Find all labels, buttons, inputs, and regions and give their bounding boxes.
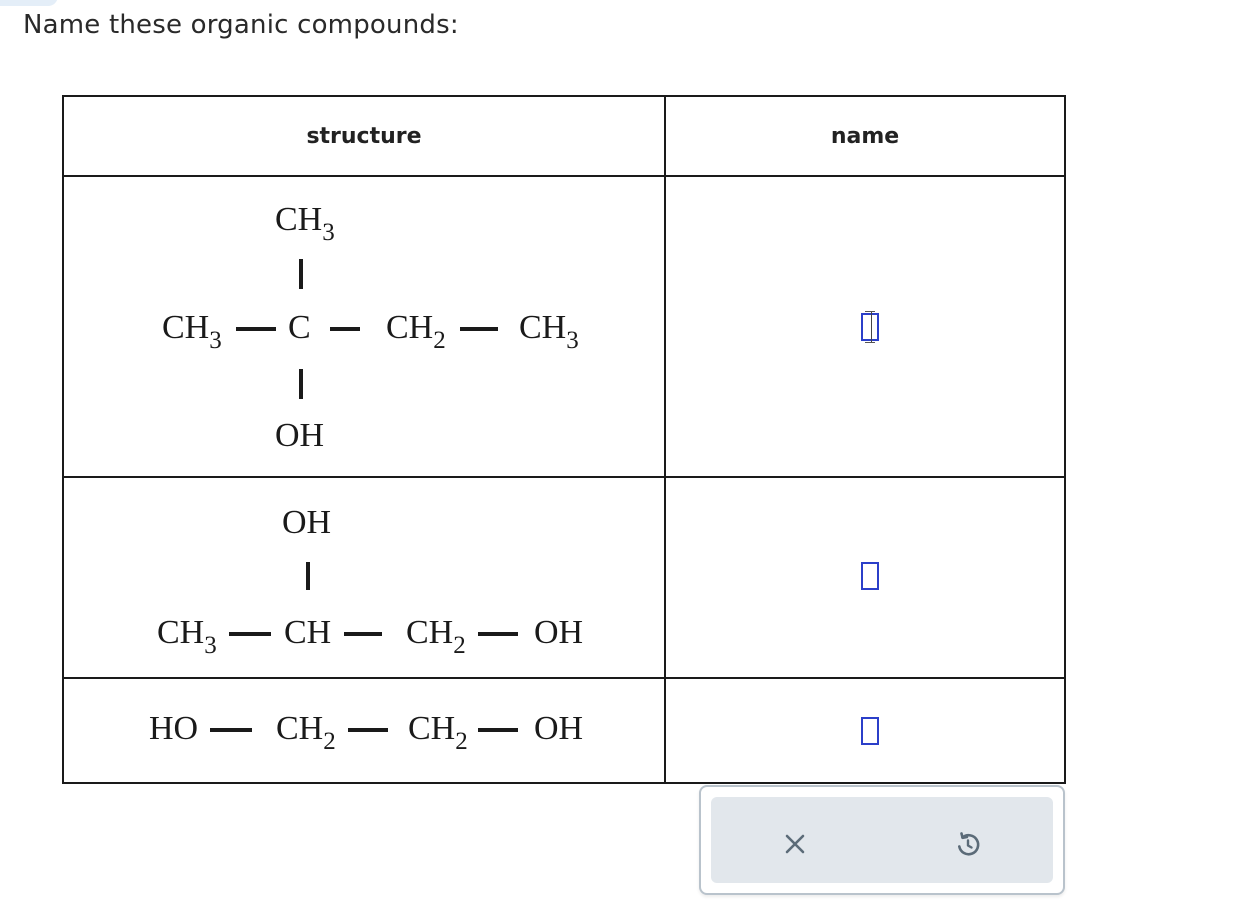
chain-group-3: $CH_2$	[386, 309, 446, 354]
top-bond	[299, 259, 303, 289]
chain-group-3: $CH_2$	[408, 710, 468, 755]
bond-1	[229, 632, 271, 636]
answer-input-3[interactable]	[861, 717, 879, 745]
bond-2	[348, 728, 388, 732]
question-prompt: Name these organic compounds:	[23, 10, 459, 40]
top-substituent: OH	[282, 504, 332, 541]
bond-1	[210, 728, 252, 732]
bond-1	[236, 327, 276, 331]
structure-cell-1	[63, 176, 665, 477]
toolbar-panel	[711, 797, 1053, 883]
top-substituent: $CH_3$	[275, 201, 335, 246]
structure-header: structure	[63, 96, 665, 176]
chain-group-4: OH	[534, 710, 584, 747]
name-header: name	[665, 96, 1065, 176]
name-cell-1	[665, 176, 1065, 477]
bond-3	[478, 632, 518, 636]
bottom-bond	[299, 369, 303, 399]
clear-button[interactable]	[778, 827, 812, 861]
text-cursor	[871, 312, 872, 342]
bottom-substituent: OH	[275, 417, 325, 454]
chain-group-2: C	[288, 309, 311, 346]
answer-input-2[interactable]	[861, 562, 879, 590]
compound-table	[62, 95, 1066, 784]
name-cell-3	[665, 678, 1065, 783]
chain-group-1: HO	[149, 710, 199, 747]
x-icon	[778, 827, 812, 861]
chain-group-4: $CH_3$	[519, 309, 579, 354]
undo-button[interactable]	[951, 827, 985, 861]
bond-3	[460, 327, 498, 331]
chain-group-2: CH	[284, 614, 332, 651]
structure-cell-3	[63, 678, 665, 783]
chain-group-3: $CH_2$	[406, 614, 466, 659]
chain-group-4: OH	[534, 614, 584, 651]
chain-group-2: $CH_2$	[276, 710, 336, 755]
answer-toolbar	[699, 785, 1065, 895]
top-bond	[306, 562, 310, 590]
chain-group-1: $CH_3$	[157, 614, 217, 659]
structure-cell-2	[63, 477, 665, 678]
bond-2	[330, 327, 360, 331]
bond-2	[344, 632, 382, 636]
chain-group-1: $CH_3$	[162, 309, 222, 354]
name-cell-2	[665, 477, 1065, 678]
answer-input-1[interactable]	[861, 313, 879, 341]
bond-3	[478, 728, 518, 732]
corner-tab	[0, 0, 58, 6]
undo-icon	[951, 827, 985, 861]
